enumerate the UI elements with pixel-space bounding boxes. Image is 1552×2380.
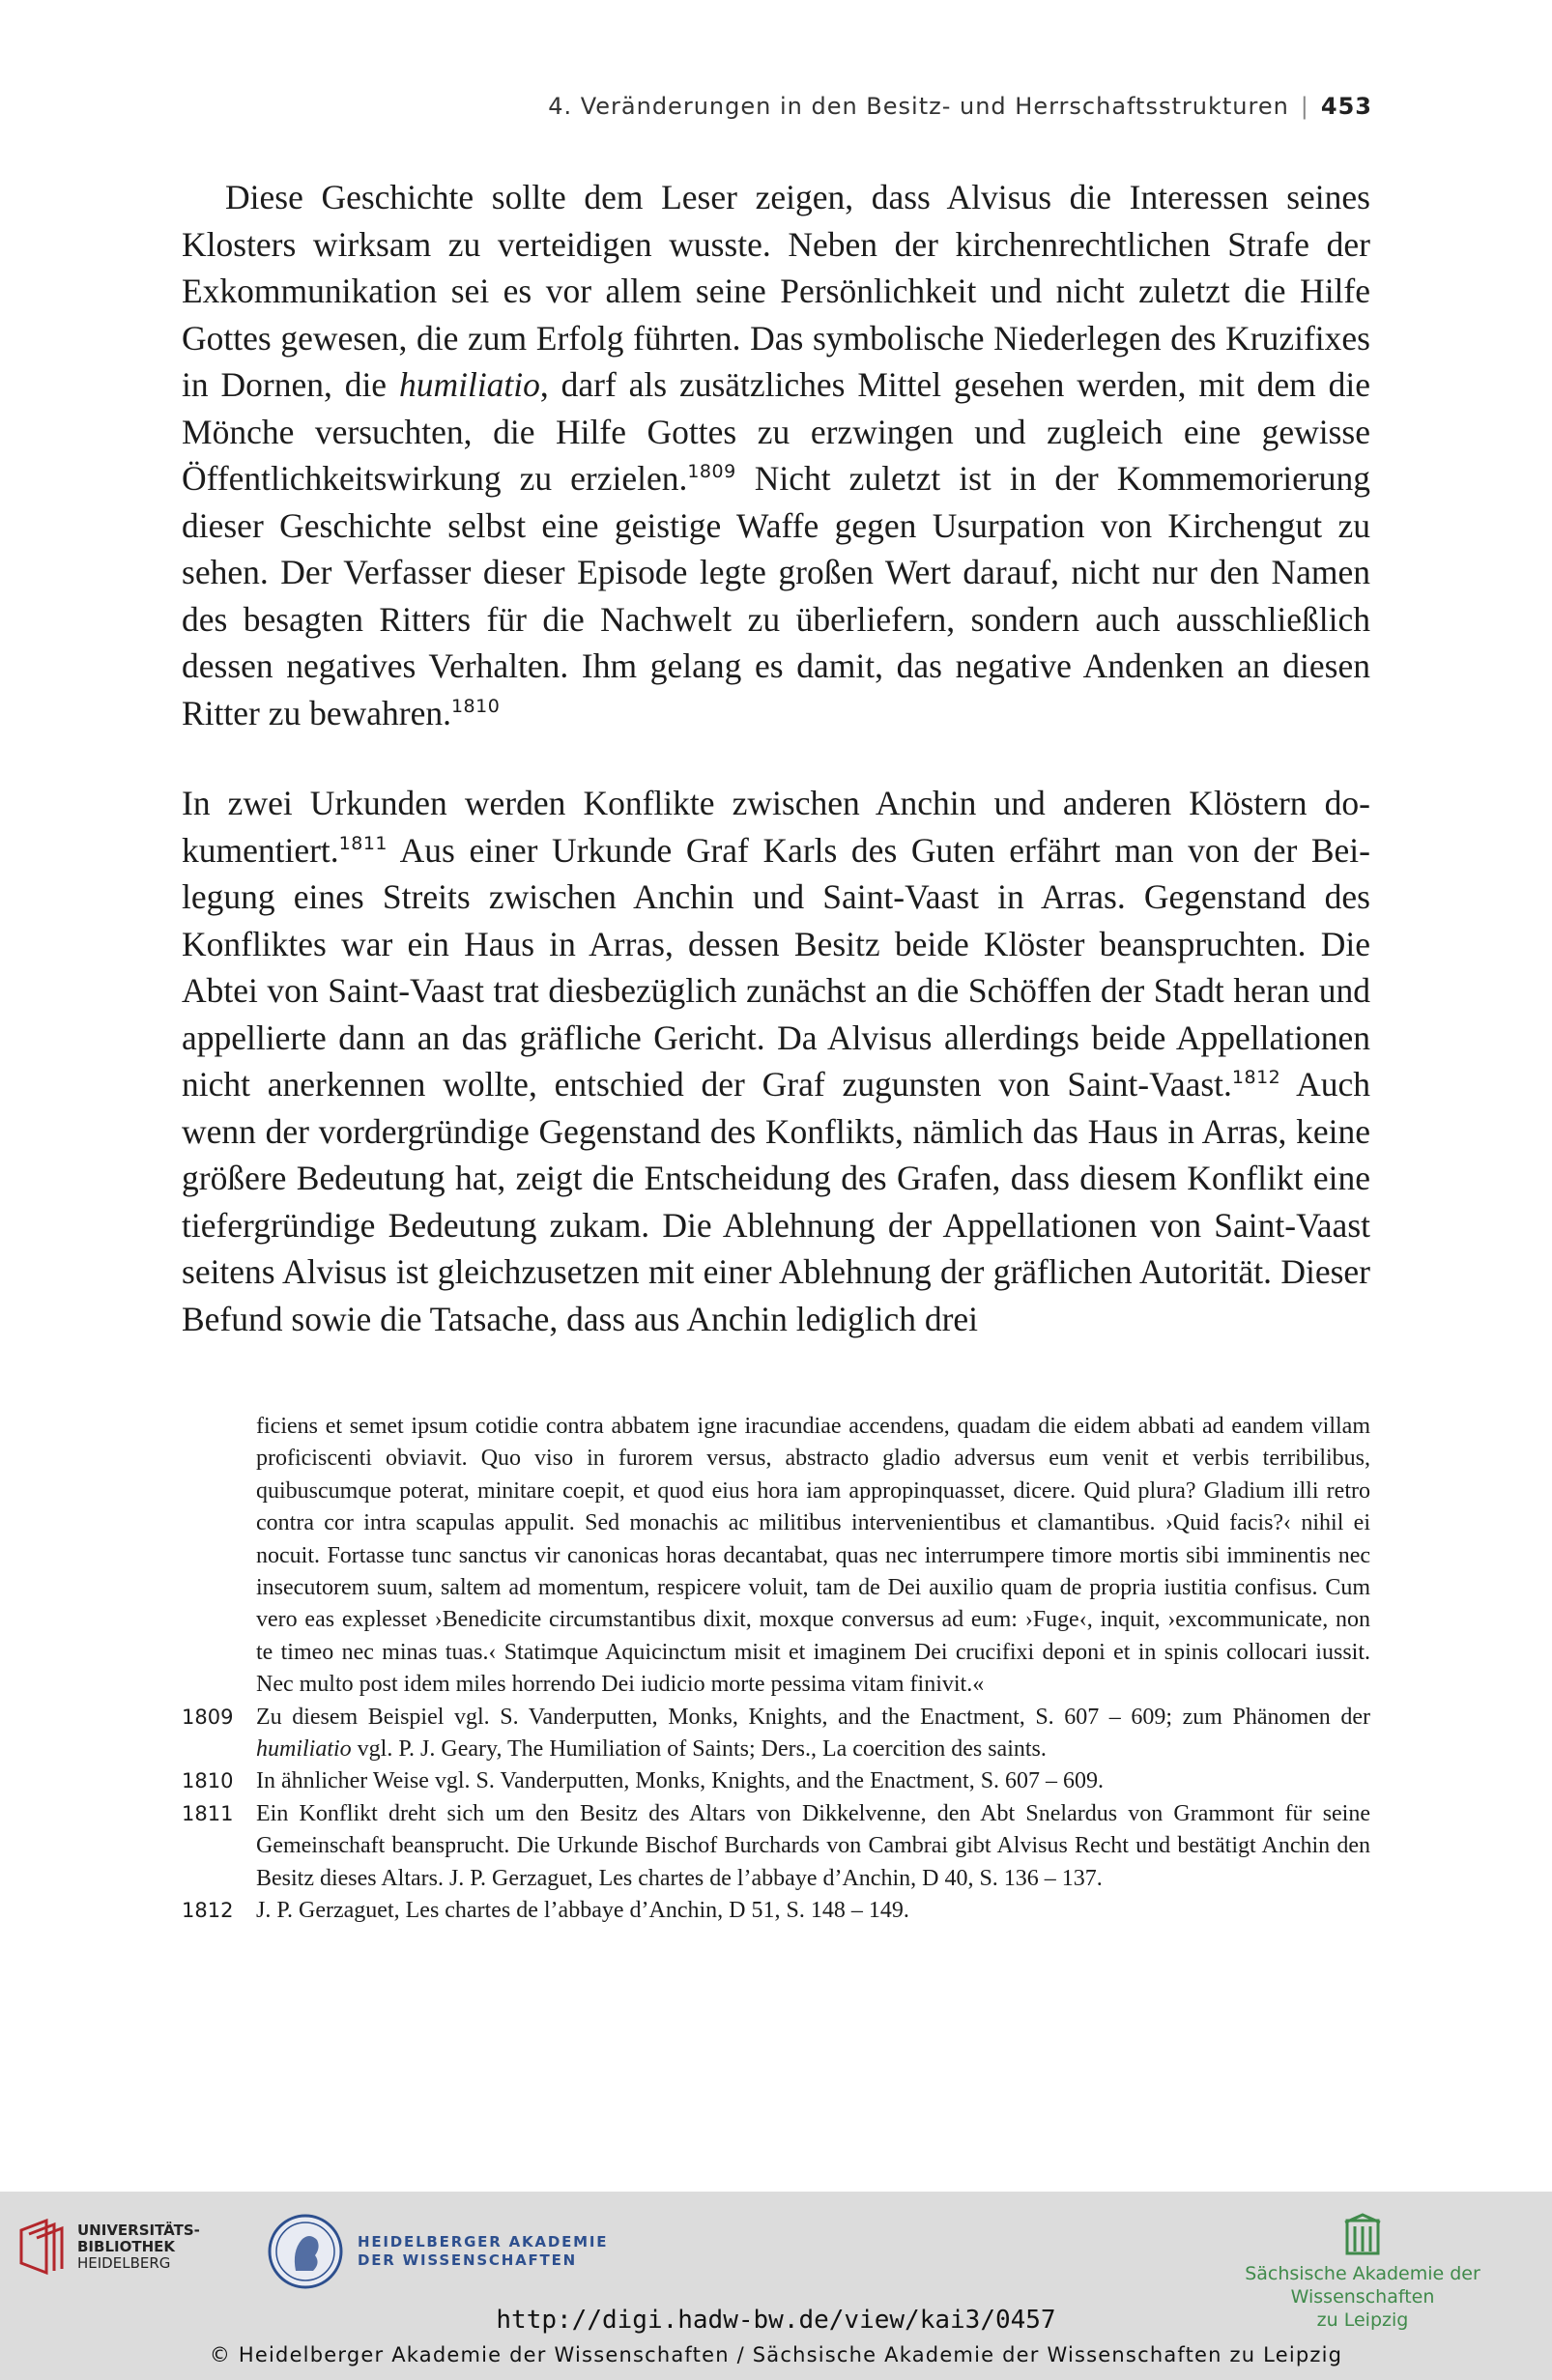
paragraph-text bbox=[182, 174, 1370, 736]
body-paragraph-1 bbox=[182, 174, 1370, 736]
text-run: vgl. P. J. Geary, The Humiliation of Saints; Ders., La coercition des saints. bbox=[351, 1736, 1047, 1763]
footnote-text bbox=[256, 1702, 1370, 1766]
ub-heidelberg-logo[interactable] bbox=[17, 2217, 200, 2277]
footnote-number: 1810 bbox=[182, 1769, 234, 1793]
footnote-ref-1810[interactable]: 1810 bbox=[450, 695, 501, 717]
footnote-number: 1812 bbox=[182, 1899, 234, 1923]
text-run: Aus einer Urkunde Graf Karls des Guten erfährt man von der Beilegung eines Streits zwischen Anchin und Saint-Vaast in Arras. Gegenstand des Konfliktes war ein Haus in Arras, dessen Besitz beide Klöster beanspruchten. Die Abtei von Saint-Vaast trat diesbezüglich zunächst an die Schöffen der Stadt heran und appellierte dann an das gräfliche Gericht. Da Alvisus allerdings beide Appellationen nicht anerkennen wollte, entschied der Graf zugunsten von Saint-Vaast. bbox=[182, 830, 1370, 1104]
text-run: In zwei Urkunden werden Konflikte zwischen Anchin und anderen Klöstern dokumentiert. bbox=[182, 784, 1370, 870]
ub-name-line2: BIBLIOTHEK bbox=[77, 2237, 175, 2255]
running-header bbox=[548, 93, 1372, 120]
footnote-1809 bbox=[182, 1702, 1370, 1766]
saw-name-line1: Sächsische Akademie der Wissenschaften bbox=[1245, 2263, 1480, 2308]
ub-name-line3: HEIDELBERG bbox=[77, 2253, 171, 2272]
footnote-list bbox=[182, 1702, 1370, 1928]
hadw-name-line2: DER WISSENSCHAFTEN bbox=[358, 2251, 577, 2269]
saw-name-line2: zu Leipzig bbox=[1316, 2309, 1409, 2331]
text-run: Diese Geschichte sollte dem Leser zeigen, dass Alvisus die Interessen seines Klosters wirksam zu verteidigen wusste. Neben der kirchenrechtlichen Strafe der Exkommunikation sei es vor allem seine Persönlichkeit und nicht zuletzt die Hilfe Gottes gewesen, die zum Erfolg führten. Das symbolische Niederlegen des Kruzifixes in Dornen, die bbox=[182, 178, 1370, 404]
footnote-ref-1809[interactable]: 1809 bbox=[687, 461, 736, 483]
footnote-ref-1812[interactable]: 1812 bbox=[1231, 1067, 1281, 1089]
hadw-name-line1: HEIDELBERGER AKADEMIE bbox=[358, 2233, 609, 2251]
footnote-text bbox=[256, 1798, 1370, 1895]
ub-emblem-icon bbox=[17, 2217, 68, 2277]
paragraph-text bbox=[182, 780, 1370, 1342]
footnote-ref-1811[interactable]: 1811 bbox=[338, 832, 388, 854]
text-run: Auch wenn der vordergründige Gegenstand des Konflikts, nämlich das Haus in Arras, keine größere Bedeutung hat, zeigt die Entscheidung des Grafen, dass diesem Konflikt eine tiefergründige Bedeutung zukam. Die Ablehnung der Appellationen von Saint-Vaast seitens Alvisus ist gleichzusetzen mit einer Ablehnung der gräflichen Autorität. Dieser Befund sowie die Tatsache, dass aus Anchin lediglich drei bbox=[182, 1065, 1370, 1338]
italic-term: humiliatio bbox=[256, 1736, 352, 1763]
text-run: Nicht zuletzt ist in der Kommemorierung dieser Geschichte selbst eine geistige Waffe gegen Usurpation von Kirchengut zu sehen. Der Verfasser dieser Episode legte großen Wert darauf, nicht nur den Namen des besagten Ritters für die Nachwelt zu überliefern, sondern auch ausschließlich dessen negatives Verhalten. Ihm gelang es damit, das negative Andenken an diesen Ritter zu bewahren. bbox=[182, 459, 1370, 732]
saw-building-icon bbox=[1343, 2213, 1382, 2257]
italic-term: humiliatio bbox=[398, 365, 540, 404]
footer-band bbox=[0, 2192, 1552, 2380]
text-run: J. P. Gerzaguet, Les chartes de l’abbaye d’Anchin, D 51, S. 148 – 149. bbox=[256, 1898, 909, 1924]
footnote-1811 bbox=[182, 1798, 1370, 1895]
text-run: , darf als zusätzliches Mittel gesehen werden, mit dem die Mönche versuchten, die Hilfe Gottes zu erzwingen und zugleich eine gewisse Öffentlichkeitswirkung zu erzielen. bbox=[182, 365, 1371, 498]
text-run: In ähnlicher Weise vgl. S. Vanderputten, Monks, Knights, and the Enactment, S. 607 – 609. bbox=[256, 1768, 1105, 1794]
chapter-title: 4. Veränderungen in den Besitz- und Herrschaftsstrukturen bbox=[548, 93, 1289, 120]
footnote-text bbox=[256, 1765, 1370, 1797]
permalink-url[interactable]: http://digi.hadw-bw.de/view/kai3/0457 bbox=[496, 2306, 1056, 2335]
page-number: 453 bbox=[1320, 93, 1372, 120]
footnote-1812 bbox=[182, 1895, 1370, 1927]
hadw-seal-icon bbox=[267, 2213, 344, 2290]
footnote-number: 1809 bbox=[182, 1705, 234, 1729]
footnote-number: 1811 bbox=[182, 1801, 234, 1825]
body-paragraph-2 bbox=[182, 780, 1370, 1342]
footnote-continuation: ficiens et semet ipsum cotidie contra abbatem igne iracundiae accendens, quadam die eidem abbati ad eandem villam proficiscenti obviavit. Quo viso in furorem versus, abstracto gladio adversus eum venit et verbis terribilibus, quibuscumque poterat, minitare coepit, et quod eius hora iam appropinquasset, dicere. Quid plura? Gladium illi retro contra cor intra scapulas appulit. Sed monachis ac militibus intervenientibus et clamantibus. ›Quid facis?‹ nihil ei nocuit. Fortasse tunc sanctus vir canonicas horas decantabat, quas nec interrumpere timore mortis sibi imminentis nec insecutorem suum, saltem ad momentum, respicere voluit, tam de Dei auxilio quam de propria iustitia confisus. Cum vero eas explesset ›Benedicite circumstantibus dixit, moxque conversus ad eum: ›Fuge‹, inquit, ›excommunicate, non te timeo nec minas tuas.‹ Statimque Aquicinctum misit et imaginem Dei crucifixi deponi et in spinis collocari iussit. Nec multo post idem miles horrendo Dei iudicio morte pessima vitam finivit.« bbox=[256, 1414, 1370, 1698]
text-run: Zu diesem Beispiel vgl. S. Vanderputten, Monks, Knights, and the Enactment, S. 607 – 609; zum Phänomen der bbox=[256, 1704, 1370, 1730]
copyright-notice: © Heidelberger Akademie der Wissenschaften / Sächsische Akademie der Wissenschaften zu Leipzig bbox=[209, 2343, 1343, 2366]
footnotes bbox=[182, 1411, 1370, 1928]
hadw-logo[interactable] bbox=[267, 2213, 608, 2290]
footnote-1810 bbox=[182, 1765, 1370, 1797]
header-separator: | bbox=[1300, 93, 1309, 120]
footnote-text bbox=[256, 1895, 1370, 1927]
text-run: Ein Konflikt dreht sich um den Besitz des Altars von Dikkelvenne, den Abt Snelardus von Grammont für seine Gemeinschaft beansprucht. Die Urkunde Bischof Burchards von Cambrai gibt Alvisus Recht und bestätigt Anchin den Besitz dieses Altars. J. P. Gerzaguet, Les chartes de l’abbaye d’Anchin, D 40, S. 136 – 137. bbox=[256, 1800, 1370, 1891]
ub-name-line1: UNIVERSITÄTS- bbox=[77, 2221, 200, 2239]
